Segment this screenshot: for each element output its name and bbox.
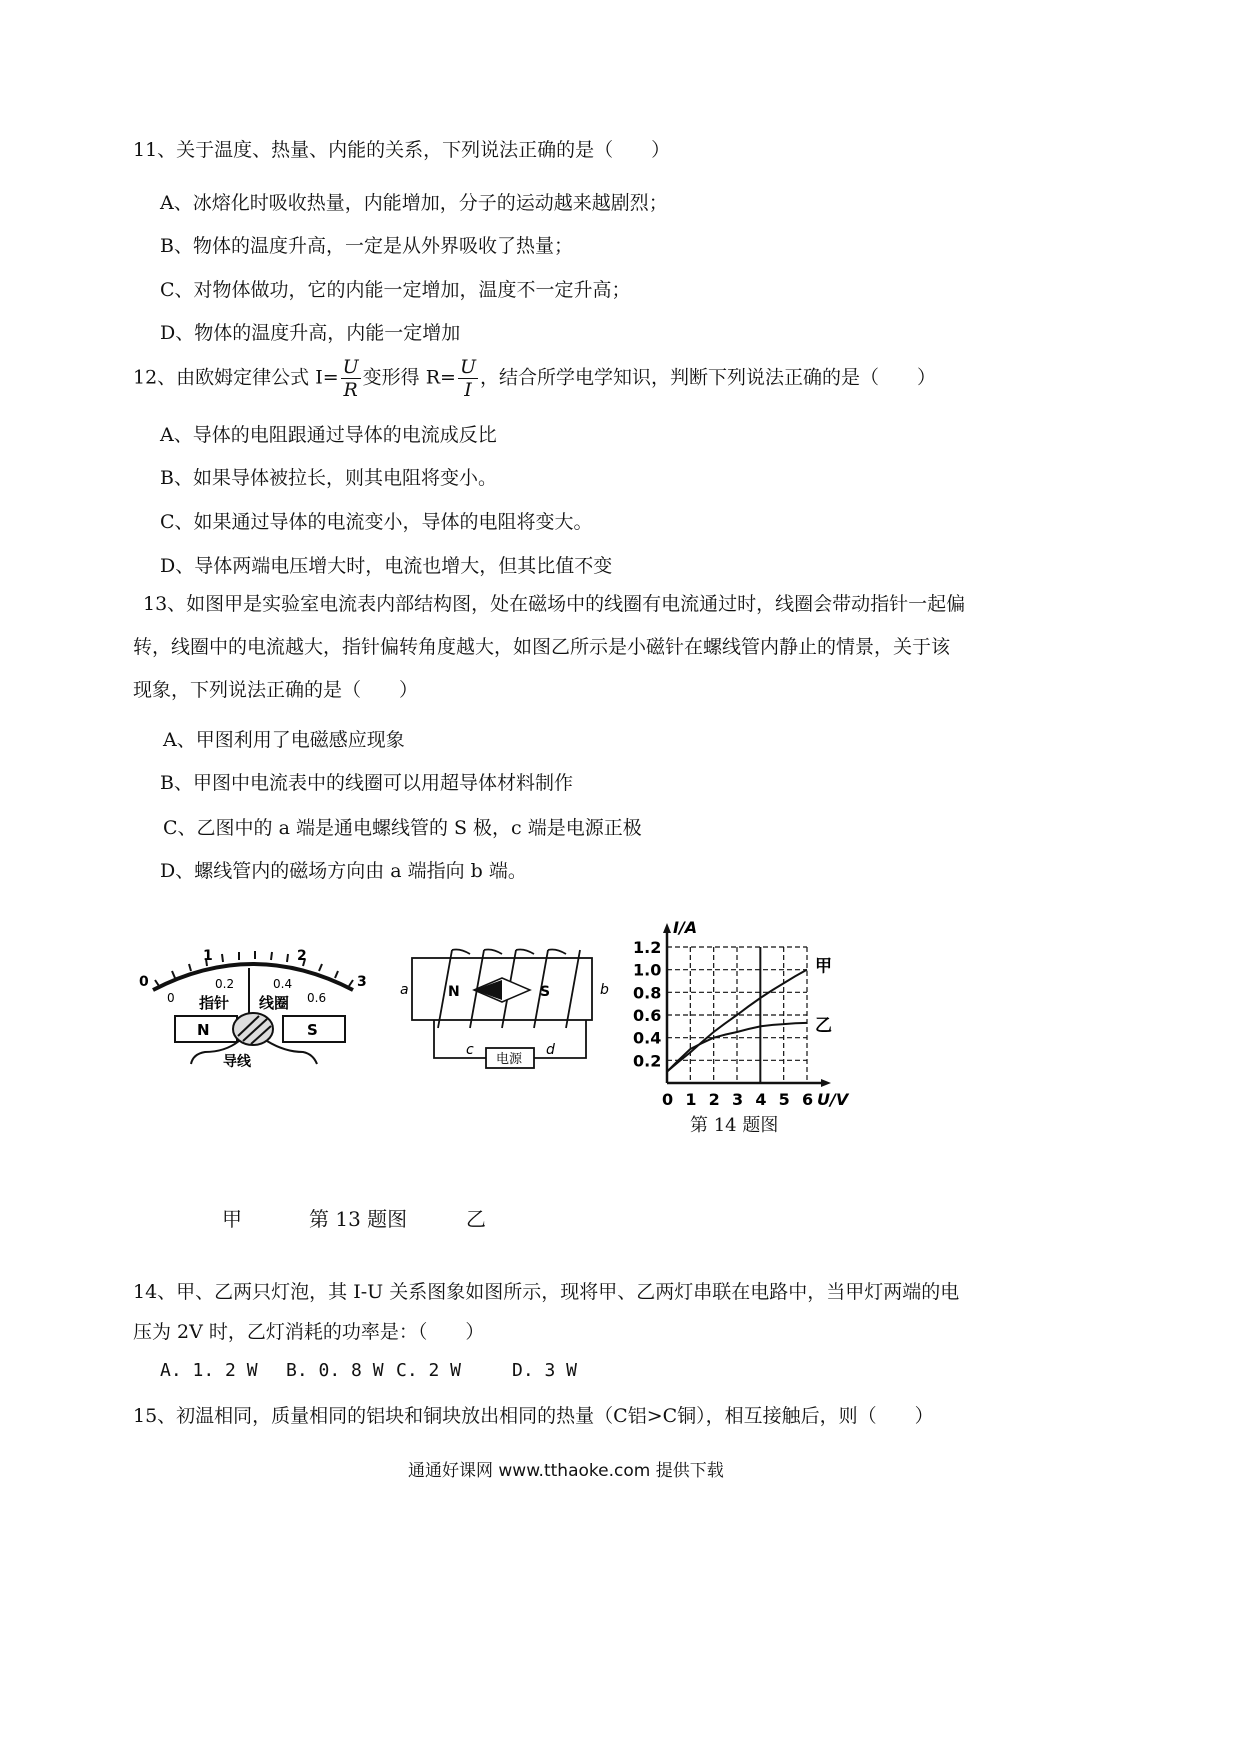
question-11-stem: 11、关于温度、热量、内能的关系，下列说法正确的是（ ）: [133, 139, 671, 161]
q14-option-b: B. 0. 8 W: [286, 1360, 384, 1381]
x-tick-label-2: 2: [708, 1090, 720, 1109]
question-14-stem-line1: 14、甲、乙两只灯泡，其 I-U 关系图象如图所示，现将甲、乙两灯串联在电路中，当甲灯两端的电: [133, 1281, 960, 1303]
question-13-stem-line1: 13、如图甲是实验室电流表内部结构图，处在磁场中的线圈有电流通过时，线圈会带动指针一起偏: [143, 593, 966, 615]
label-s-pole: S: [307, 1021, 318, 1039]
scale-top-3: 3: [357, 974, 367, 990]
q12-stem-part3: ，结合所学电学知识，判断下列说法正确的是（ ）: [479, 366, 936, 389]
label-power: 电源: [496, 1052, 523, 1067]
series-label-yi: 乙: [815, 1015, 832, 1036]
y-tick-label-0.8: 0.8: [633, 983, 662, 1003]
label-c-terminal: c: [466, 1042, 474, 1058]
y-tick-label-1.2: 1.2: [633, 938, 662, 957]
y-tick-label-1.0: 1.0: [633, 960, 662, 980]
q11-option-a: A、冰熔化时吸收热量，内能增加，分子的运动越来越剧烈；: [160, 192, 668, 214]
figure-14-caption: 第 14 题图: [690, 1115, 779, 1136]
q12-option-c: C、如果通过导体的电流变小，导体的电阻将变大。: [160, 511, 593, 533]
scale-top-1: 1: [203, 948, 213, 964]
label-a-end: a: [400, 982, 409, 998]
q13-option-c: C、乙图中的 a 端是通电螺线管的 S 极，c 端是电源正极: [163, 817, 642, 839]
x-tick-label-4: 4: [755, 1090, 767, 1109]
label-needle-s: S: [540, 984, 551, 1000]
q14-option-c: C. 2 W: [396, 1360, 462, 1381]
scale-bottom-02: 0.2: [215, 977, 235, 991]
x-tick-label-0: 0: [662, 1090, 674, 1109]
q14-option-d: D. 3 W: [512, 1360, 578, 1381]
q12-stem-part2: 变形得 R=: [362, 366, 456, 389]
formula-i-equals-u-over-r: $\frac{U}{R}$: [342, 356, 359, 401]
q12-stem-part1: 12、由欧姆定律公式 I=: [133, 366, 339, 389]
y-axis-label: I/A: [673, 918, 698, 937]
label-b-end: b: [600, 982, 609, 998]
scale-bottom-0: 0: [167, 991, 175, 1005]
y-axis-arrow: [663, 923, 671, 933]
question-14-stem-line2: 压为 2V 时，乙灯消耗的功率是：（ ）: [133, 1321, 485, 1343]
label-wire: 导线: [223, 1054, 251, 1070]
scale-bottom-06: 0.6: [307, 991, 327, 1005]
q13-option-a: A、甲图利用了电磁感应现象: [163, 729, 405, 751]
footer-source: 通通好课网 www.tthaoke.com 提供下载: [408, 1461, 724, 1481]
q12-option-d: D、导体两端电压增大时，电流也增大，但其比值不变: [160, 555, 613, 577]
q11-option-c: C、对物体做功，它的内能一定增加，温度不一定升高；: [160, 279, 631, 301]
x-tick-label-5: 5: [778, 1090, 790, 1109]
x-tick-label-3: 3: [732, 1090, 744, 1109]
label-n-pole: N: [197, 1021, 210, 1039]
q12-option-a: A、导体的电阻跟通过导体的电流成反比: [160, 424, 497, 446]
q13-option-b: B、甲图中电流表中的线圈可以用超导体材料制作: [160, 772, 573, 794]
caption-jia: 甲: [222, 1207, 242, 1231]
y-tick-label-0.6: 0.6: [633, 1006, 662, 1025]
figure-13-caption: 第 13 题图: [309, 1207, 408, 1231]
q11-option-b: B、物体的温度升高，一定是从外界吸收了热量；: [160, 235, 573, 257]
question-12-stem: [133, 356, 936, 401]
ammeter-structure-figure: [135, 940, 375, 1070]
series-label-jia: 甲: [815, 956, 832, 977]
y-tick-label-0.2: 0.2: [633, 1051, 662, 1071]
solenoid-figure: [390, 948, 620, 1073]
scale-top-0: 0: [139, 974, 149, 990]
q12-option-b: B、如果导体被拉长，则其电阻将变小。: [160, 467, 497, 489]
q14-option-a: A. 1. 2 W: [160, 1360, 258, 1381]
x-axis-label: U/V: [817, 1090, 849, 1109]
caption-yi: 乙: [466, 1207, 486, 1231]
scale-bottom-04: 0.4: [273, 977, 293, 991]
scale-top-2: 2: [297, 948, 307, 964]
x-tick-label-6: 6: [802, 1090, 814, 1109]
label-d-terminal: d: [546, 1042, 555, 1058]
q11-option-d: D、物体的温度升高，内能一定增加: [160, 322, 461, 344]
iu-graph-chart: [625, 918, 865, 1120]
question-13-stem-line2: 转，线圈中的电流越大，指针偏转角度越大，如图乙所示是小磁针在螺线管内静止的情景，关于该: [133, 636, 951, 658]
x-tick-label-1: 1: [685, 1090, 697, 1109]
label-pointer: 指针: [199, 994, 230, 1012]
y-tick-label-0.4: 0.4: [633, 1028, 662, 1048]
x-axis-arrow: [821, 1079, 831, 1087]
q13-option-d: D、螺线管内的磁场方向由 a 端指向 b 端。: [160, 860, 527, 882]
label-coil: 线圈: [259, 994, 290, 1012]
formula-r-equals-u-over-i: $\frac{U}{I}$: [459, 356, 476, 401]
label-needle-n: N: [448, 984, 460, 1000]
question-15-stem: 15、初温相同，质量相同的铝块和铜块放出相同的热量（C铝>C铜），相互接触后，则（ ）: [133, 1405, 934, 1427]
question-13-stem-line3: 现象，下列说法正确的是（ ）: [133, 679, 419, 701]
